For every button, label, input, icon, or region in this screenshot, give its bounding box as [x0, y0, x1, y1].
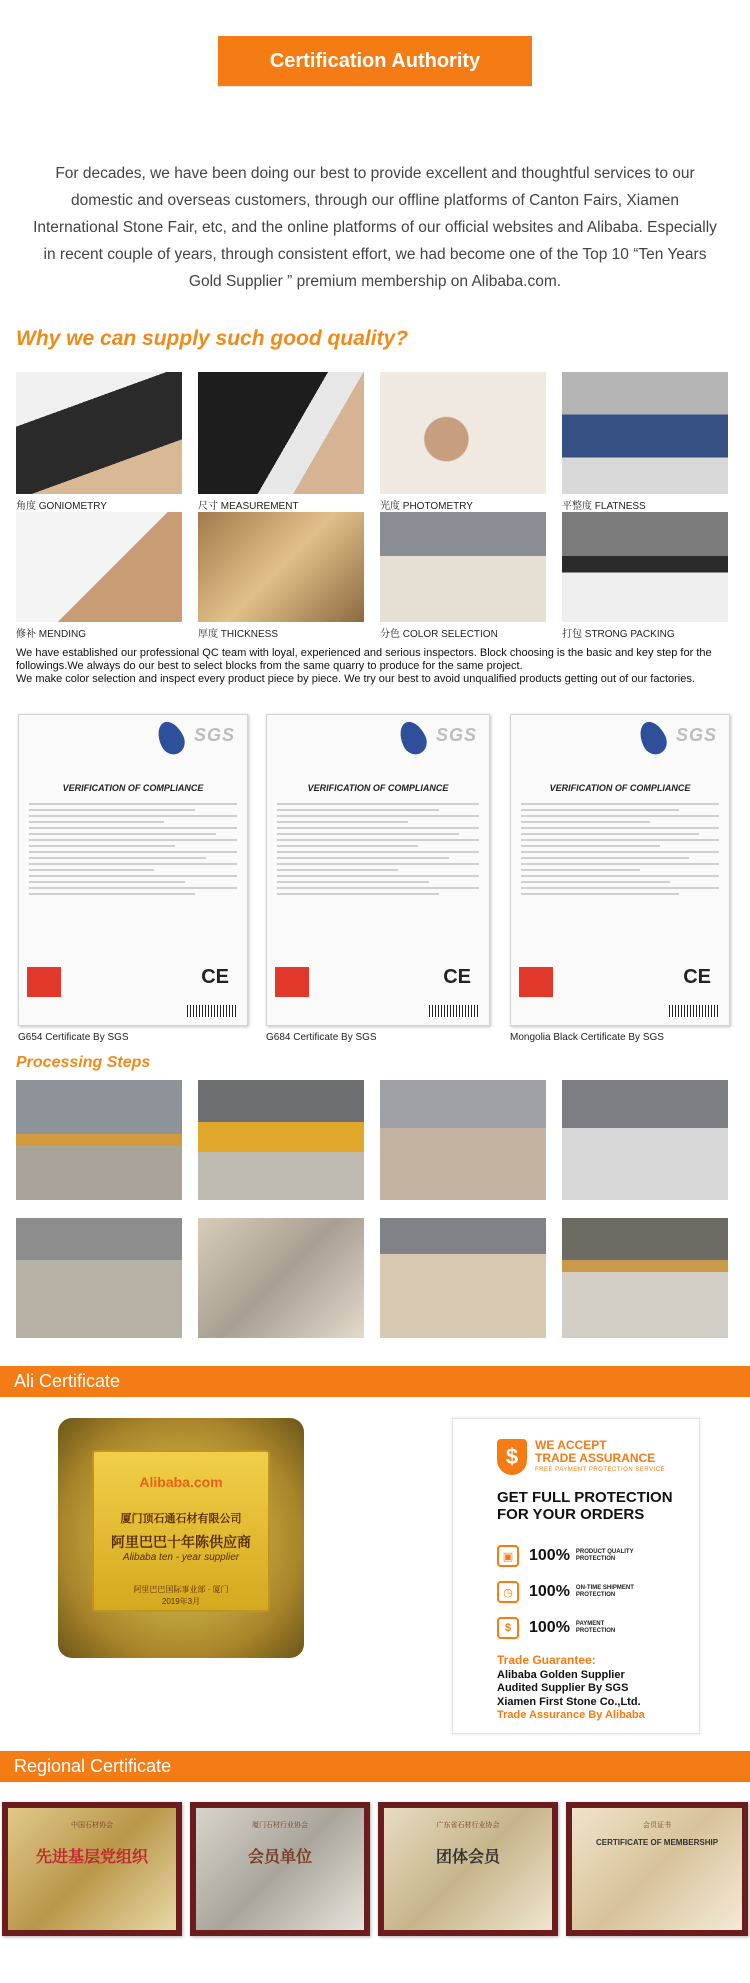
label-goniometry: 角度 GONIOMETRY: [16, 501, 107, 512]
photo-flatness: [562, 372, 728, 494]
qc-text-1: We have established our professional QC team with loyal, experienced and serious inspectors. Block choosing is the basic and key step for the followings.We always do our best to select blocks from the same quarry to produce for the same project.: [16, 647, 712, 672]
sgs-bird-emblem: [395, 718, 431, 759]
caption-g654: G654 Certificate By SGS: [18, 1032, 129, 1043]
photo-goniometry: [16, 372, 182, 494]
barcode-icon: [669, 1005, 719, 1017]
label-strong-packing: 打包 STRONG PACKING: [562, 629, 675, 640]
processing-steps-title: Processing Steps: [16, 1054, 151, 1071]
dollar-shield-icon: $: [497, 1439, 527, 1475]
doc-title: VERIFICATION OF COMPLIANCE: [549, 783, 691, 793]
qc-text-2: We make color selection and inspect every product piece by piece. We try our best to avoid unqualified products getting out of our factories.: [16, 673, 695, 685]
processing-photo-2: [198, 1080, 364, 1200]
ce-mark-icon: CE: [201, 966, 229, 988]
red-seal: [275, 967, 309, 997]
processing-photo-7: [380, 1218, 546, 1338]
label-photometry: 光度 PHOTOMETRY: [380, 501, 473, 512]
banner-title: Certification Authority: [269, 49, 481, 72]
sgs-logo: SGS: [193, 725, 235, 745]
ce-mark-icon: CE: [683, 966, 711, 988]
certification-authority-banner: [218, 36, 532, 86]
red-seal: [519, 967, 553, 997]
qc-description: [16, 647, 736, 686]
sgs-bird-emblem: [153, 718, 189, 759]
sgs-certificate-g684: [266, 714, 490, 1026]
photo-measurement: [198, 372, 364, 494]
processing-photo-8: [562, 1218, 728, 1338]
photo-color-selection: [380, 512, 546, 622]
photo-mending: [16, 512, 182, 622]
ta-final: Trade Assurance By Alibaba: [497, 1709, 645, 1721]
regional-cert-4: 会员证书 CERTIFICATE OF MEMBERSHIP: [566, 1802, 748, 1936]
ta-heading: GET FULL PROTECTION FOR YOUR ORDERS: [497, 1489, 673, 1523]
ce-mark-icon: CE: [443, 966, 471, 988]
plaque-award-cn: 阿里巴巴十年陈供应商: [111, 1534, 251, 1550]
ta-line-sgs: Audited Supplier By SGS: [497, 1682, 629, 1694]
sgs-certificate-g654: [18, 714, 248, 1026]
processing-photo-3: [380, 1080, 546, 1200]
trade-assurance-card: [452, 1418, 700, 1734]
ali-certificate-title: Ali Certificate: [14, 1371, 121, 1391]
caption-mongolia-black: Mongolia Black Certificate By SGS: [510, 1032, 664, 1043]
dollar-icon: $: [497, 1617, 519, 1639]
regional-cert-1: 中国石材协会 先进基层党组织: [2, 1802, 182, 1936]
doc-title: VERIFICATION OF COMPLIANCE: [307, 783, 449, 793]
why-quality-title: Why we can supply such good quality?: [16, 327, 409, 350]
doc-title: VERIFICATION OF COMPLIANCE: [62, 783, 204, 793]
alibaba-gold-supplier-plaque: [58, 1418, 304, 1658]
sgs-certificate-mongolia-black: [510, 714, 730, 1026]
processing-photo-1: [16, 1080, 182, 1200]
ta-line-company: Xiamen First Stone Co.,Ltd.: [497, 1696, 641, 1708]
sgs-logo: SGS: [675, 725, 717, 745]
processing-photo-6: [198, 1218, 364, 1338]
caption-g684: G684 Certificate By SGS: [266, 1032, 377, 1043]
regional-certificate-title: Regional Certificate: [14, 1756, 172, 1776]
photo-photometry: [380, 372, 546, 494]
ta-row-payment: $ 100% PAYMENT PROTECTION: [497, 1617, 615, 1639]
ta-row-shipment: ◷ 100% ON-TIME SHIPMENT PROTECTION: [497, 1581, 634, 1603]
box-icon: ▣: [497, 1545, 519, 1567]
plaque-company: 厦门顶石通石材有限公司: [120, 1513, 242, 1525]
label-thickness: 厚度 THICKNESS: [198, 629, 279, 640]
label-color-selection: 分色 COLOR SELECTION: [380, 629, 498, 640]
ta-line-golden: Alibaba Golden Supplier: [497, 1669, 625, 1681]
alibaba-logo: Alibaba.com: [139, 1474, 223, 1490]
plaque-org: 阿里巴巴国际事业部 · 厦门: [133, 1585, 229, 1594]
regional-cert-3: 广东省石材行业协会 团体会员: [378, 1802, 558, 1936]
photo-strong-packing: [562, 512, 728, 622]
plaque-award-en: Alibaba ten - year supplier: [122, 1552, 240, 1563]
clock-icon: ◷: [497, 1581, 519, 1603]
ta-sub: FREE PAYMENT PROTECTION SERVICE: [535, 1467, 666, 1473]
plaque-date: 2019年3月: [161, 1597, 201, 1606]
intro-paragraph: For decades, we have been doing our best to provide excellent and thoughtful services to our domestic and overseas customers, through our offline platforms of Canton Fairs, Xiamen International Stone Fair, etc, and the online platforms of our official websites and Alibaba. Especially in recent couple of years, through consistent effort, we had become one of the Top 10 “Ten Years Gold Supplier ” premium membership on Alibaba.com.: [33, 165, 717, 290]
ta-guarantee: Trade Guarantee:: [497, 1653, 596, 1667]
ta-accept: WE ACCEPT TRADE ASSURANCE: [535, 1438, 656, 1465]
barcode-icon: [429, 1005, 479, 1017]
ali-certificate-bar: [0, 1366, 750, 1397]
ta-row-quality: ▣ 100% PRODUCT QUALITY PROTECTION: [497, 1545, 634, 1567]
sgs-logo: SGS: [435, 725, 477, 745]
processing-photo-4: [562, 1080, 728, 1200]
regional-cert-2: 厦门石材行业协会 会员单位: [190, 1802, 370, 1936]
photo-thickness: [198, 512, 364, 622]
label-measurement: 尺寸 MEASUREMENT: [198, 501, 299, 512]
regional-certificate-bar: [0, 1751, 750, 1782]
red-seal: [27, 967, 61, 997]
processing-photo-5: [16, 1218, 182, 1338]
label-flatness: 平整度 FLATNESS: [562, 501, 646, 512]
barcode-icon: [187, 1005, 237, 1017]
label-mending: 修补 MENDING: [16, 629, 86, 640]
sgs-bird-emblem: [635, 718, 671, 759]
